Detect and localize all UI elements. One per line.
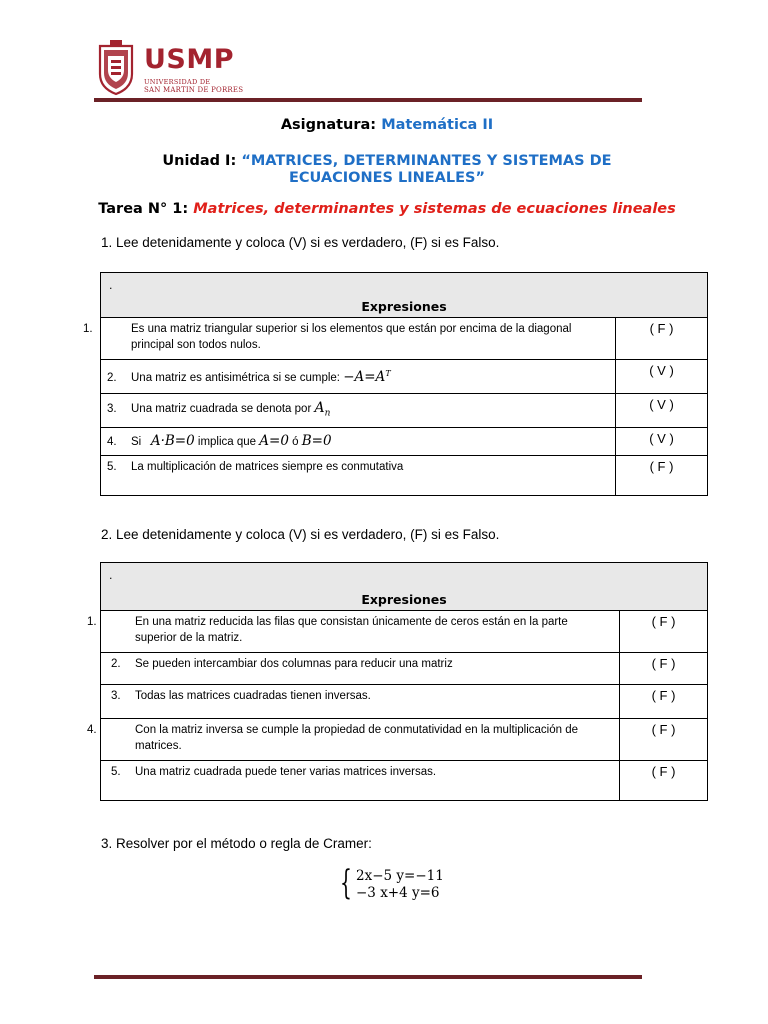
unit-value-line1: “MATRICES, DETERMINANTES Y SISTEMAS DE: [241, 153, 612, 169]
table-row: [101, 428, 708, 456]
subject-label: Asignatura:: [280, 117, 377, 133]
answer-cell[interactable]: ( V ): [616, 394, 708, 428]
q2-prompt: 2. Lee detenidamente y coloca (V) si es verdadero, (F) si es Falso.: [101, 527, 500, 542]
row-text: Todas las matrices cuadradas tienen inversas.: [135, 690, 371, 702]
table-header-label: Expresiones: [361, 592, 447, 607]
q1-table: [83, 272, 708, 496]
answer-cell[interactable]: ( F ): [620, 761, 708, 801]
answer-cell[interactable]: ( V ): [616, 360, 708, 394]
math-superscript: T: [385, 369, 391, 378]
math-expression: B=0: [301, 433, 332, 449]
answer-cell[interactable]: ( V ): [616, 428, 708, 456]
row-number: 5.: [111, 766, 121, 778]
row-number: 3.: [111, 690, 121, 702]
math-expression: A·B=0: [150, 433, 195, 449]
answer-cell[interactable]: ( F ): [620, 611, 708, 653]
row-text: La multiplicación de matrices siempre es conmutativa: [131, 461, 404, 473]
answer-cell[interactable]: ( F ): [620, 685, 708, 719]
header-divider: [94, 98, 642, 102]
task-line: [96, 201, 678, 217]
row-text-cont: principal son todos nulos.: [131, 339, 261, 351]
answer-cell[interactable]: ( F ): [616, 456, 708, 496]
answer-cell[interactable]: ( F ): [616, 318, 708, 360]
table-row: [101, 318, 708, 360]
row-text: Una matriz cuadrada se denota por: [131, 403, 312, 415]
header-dot: .: [109, 569, 113, 582]
row-number: 1.: [87, 616, 97, 628]
table-row: [101, 719, 708, 761]
row-number: 4.: [107, 436, 117, 448]
table-header-row: [101, 273, 708, 318]
q3-prompt: 3. Resolver por el método o regla de Cramer:: [101, 836, 372, 851]
row-text-cont: superior de la matriz.: [135, 632, 243, 644]
row-number: 1.: [83, 323, 93, 335]
row-text: implica que: [197, 436, 257, 448]
row-text: Con la matriz inversa se cumple la propiedad de conmutatividad en la multiplicación de: [135, 724, 578, 736]
q1-prompt: 1. Lee detenidamente y coloca (V) si es verdadero, (F) si es Falso.: [101, 235, 500, 250]
table-row: [101, 653, 708, 685]
task-label: Tarea N° 1:: [98, 201, 189, 217]
table-row: [101, 394, 708, 428]
logo-subtitle-1: UNIVERSIDAD DE: [144, 78, 211, 86]
row-number: 5.: [107, 461, 117, 473]
q2-table: [87, 562, 708, 801]
table-header-label: Expresiones: [361, 299, 447, 314]
header-dot: .: [109, 279, 113, 292]
shield-crest-icon: [96, 40, 136, 96]
row-text: En una matriz reducida las filas que consistan únicamente de ceros están en la parte: [135, 616, 568, 628]
row-number: 3.: [107, 403, 117, 415]
table-row: [101, 456, 708, 496]
unit-heading: [96, 153, 678, 187]
math-expression: A=0: [259, 433, 289, 449]
university-logo: [96, 40, 246, 96]
logo-subtitle-2: SAN MARTIN DE PORRES: [144, 86, 244, 94]
row-number: 2.: [111, 658, 121, 670]
math-expression: A: [314, 400, 325, 416]
task-value: Matrices, determinantes y sistemas de ecuaciones lineales: [193, 201, 676, 217]
row-text: Se pueden intercambiar dos columnas para reducir una matriz: [135, 658, 453, 670]
subject-value: Matemática II: [381, 117, 494, 133]
footer-divider: [94, 975, 642, 979]
row-text: Si: [131, 436, 142, 448]
row-text: ó: [292, 436, 299, 448]
answer-cell[interactable]: ( F ): [620, 653, 708, 685]
subject-line: [96, 117, 678, 133]
equation-2: −3 x+4 y=6: [356, 885, 440, 901]
row-text: Una matriz cuadrada puede tener varias matrices inversas.: [135, 766, 437, 778]
table-row: [101, 360, 708, 394]
answer-cell[interactable]: ( F ): [620, 719, 708, 761]
table-header-row: [101, 563, 708, 611]
left-brace-icon: {: [340, 863, 352, 903]
equation-1: 2x−5 y=−11: [356, 868, 444, 884]
row-text: Una matriz es antisimétrica si se cumple:: [131, 371, 340, 384]
table-row: [101, 685, 708, 719]
table-row: [101, 611, 708, 653]
logo-text: USMP: [144, 44, 235, 75]
row-text: Es una matriz triangular superior si los elementos que están por encima de la diagonal: [131, 323, 572, 335]
row-number: 2.: [107, 371, 117, 384]
row-text-cont: matrices.: [135, 740, 182, 752]
unit-value-line2: ECUACIONES LINEALES”: [288, 170, 485, 186]
row-number: 4.: [87, 724, 97, 736]
table-row: [101, 761, 708, 801]
unit-label: Unidad I:: [162, 153, 237, 169]
math-subscript: n: [324, 408, 331, 419]
math-expression: −A=A: [343, 368, 386, 385]
